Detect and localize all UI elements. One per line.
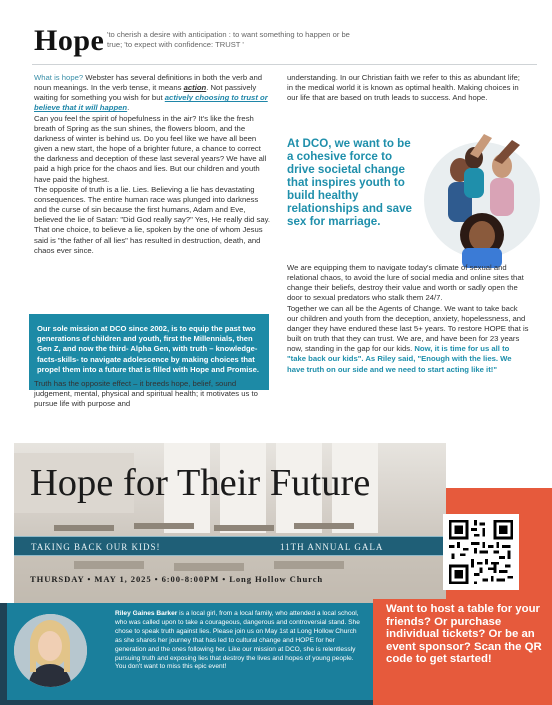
qr-code-icon[interactable] (446, 517, 516, 587)
photo-illustration (412, 130, 540, 268)
header (34, 24, 534, 60)
page-title: Hope (34, 24, 105, 57)
hope-definition: 'to cherish a desire with anticipation : to want something to happen or be true; 'to expect with confidence: TRUST ' (107, 30, 350, 49)
tagline: TAKING BACK OUR KIDS! (31, 542, 161, 552)
lie-paragraph: The opposite of truth is a lie. Lies. Believing a lie has devastating consequences. The entire human race was plunged into darkness and the curse of sin because the first humans, Adam and Eve, believed the lie of Satan: "Did God really say?" Yes, He really did say. That one choice, to believe a lie, spoken by the one of whom Jesus said is "the father of all lies" has resulted in destruction, death, and chaos ever since. (34, 184, 271, 255)
gala-strip (14, 536, 446, 556)
gala-banner (14, 443, 446, 605)
intro-paragraph (34, 73, 272, 114)
speaker-name: Riley Gaines Barker (115, 610, 178, 617)
qr-code-box[interactable] (443, 514, 519, 590)
intro-end: . (127, 103, 130, 113)
speaker-bio-text: is a local girl, from a local family, who attended a local school, who was called upon to take a courageous, dangerous and controversial stand. She chose to speak truth against lies. Please join us on May 1st at Long Hollow Church as she shares her journey that has led to cultural change and HOPE for her generation and the ones following her. Like our mission at DCO, she is relentlessly pursuing truth and exposing lies that destroy the lives and hopes of young people. You don't want to miss this epic event! (115, 610, 360, 671)
speaker-portrait-icon (14, 614, 87, 687)
cta-text: Want to host a table for your friends? Or purchase individual tickets? Or be an event sponsor? Scan the QR code to get started! (386, 603, 542, 666)
speaker-avatar (14, 614, 87, 687)
agents-paragraph (287, 304, 529, 375)
intro-question: What is hope? (34, 73, 84, 82)
article-column-right-bottom (287, 263, 529, 375)
intro-text-a: Webster has several definitions in both the verb and noun meanings. In the verb tense, it means (34, 73, 263, 93)
banner-title: Hope for Their Future (30, 462, 371, 504)
action-word: action (183, 83, 207, 93)
equipping-paragraph: We are equipping them to navigate today's climate of sexual and relational chaos, to avoid the lure of social media and online sites that change their beliefs, destroy their value and worth or sadly open the door to sexual predators who stalk them 24/7. (287, 263, 524, 303)
header-divider (32, 64, 537, 65)
truth-paragraph: Truth has the opposite effect – it breeds hope, belief, sound judgement, mental, physical and spiritual health; it motivates us to pursue life with purpose and (34, 379, 258, 409)
dco-headline: At DCO, we want to be a cohesive force to drive societal change that inspires youth to build healthy relationships and save sex for marriage. (287, 137, 413, 228)
event-date-line: THURSDAY • MAY 1, 2025 • 6:00-8:00PM • Long Hollow Church (30, 574, 324, 584)
trust-phrase: actively choosing to trust or believe that it will happen (34, 93, 268, 113)
gala-label: 11TH ANNUAL GALA (280, 542, 384, 552)
speaker-bio (115, 610, 365, 672)
youth-group-photo (412, 130, 540, 268)
take-back-callout: Now, it is time for us all to "take back our kids". As Riley said, "Enough with the lies. We have truth on our side and we need to start acting like it!" (287, 344, 512, 374)
agents-text: Together we can all be the Agents of Change. We want to take back our children and youth from the deception, anxiety, hopelessness, and danger they have endured these last 5+ years. To restore HOPE that is built on truth that they can trust. We are, and have been for 23 years now, standing in the gap for our kids. (287, 303, 529, 354)
spring-paragraph: Can you feel the spirit of hopefulness in the air? It's like the fresh breath of Spring as the sun shines, the flowers bloom, and the darkness of winter is behind us. Do you feel like we have all been given a new start, the hope of a brighter future, a chance to correct the darkness and deception of these last several years? We have all paid a high price for the chaos and lies. But our children and youth have paid the highest. (34, 113, 267, 184)
article-column-left (34, 73, 272, 256)
intro-text-b: . Not passively waiting for something you wish for but (34, 83, 257, 103)
mission-callout: Our sole mission at DCO since 2002, is to equip the past two generations of children and youth, first the Millennials, then Gen Z, and now the third- Alpha Gen, with truth – knowledge-facts-skills- to navigate adolescence by making choices that propel them into a future that is filled with Hope and Promise. (29, 314, 269, 390)
article-column-right-top: understanding. In our Christian faith we refer to this as abundant life; in the medical world it is known as optimal health. Making choices in our life that are based on truth leads to success. And hope. (287, 73, 520, 103)
